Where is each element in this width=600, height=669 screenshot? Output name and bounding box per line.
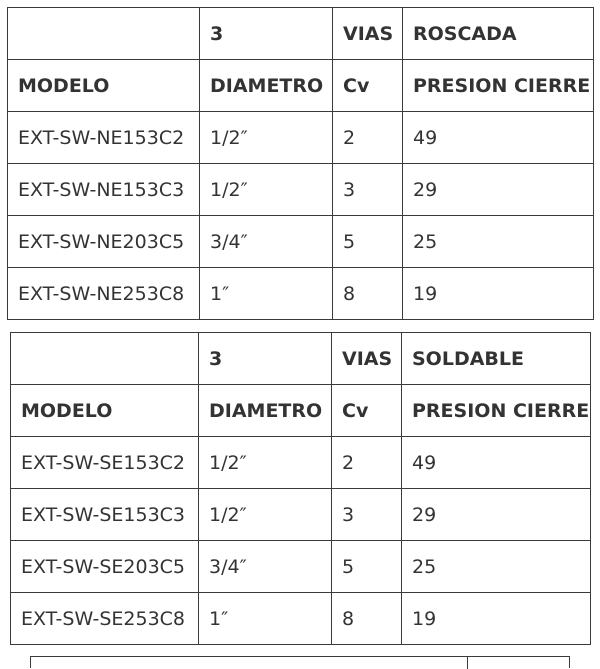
cell-modelo: EXT-SW-NE203C5 bbox=[8, 216, 200, 268]
cell-diametro: 1/2″ bbox=[200, 164, 333, 216]
table-row bbox=[11, 541, 591, 593]
cell-modelo: EXT-SW-SE153C3 bbox=[11, 489, 199, 541]
table-row bbox=[11, 593, 591, 645]
cell-modelo: EXT-SW-NE153C2 bbox=[8, 112, 200, 164]
header-cell-empty bbox=[11, 333, 199, 385]
cell-modelo: EXT-SW-SE253C8 bbox=[11, 593, 199, 645]
cell-modelo: EXT-SW-NE153C3 bbox=[8, 164, 200, 216]
table-soldable bbox=[10, 332, 591, 645]
column-header-diametro: DIAMETRO bbox=[199, 385, 332, 437]
cell-cv: 5 bbox=[333, 216, 403, 268]
cell-modelo: EXT-SW-SE153C2 bbox=[11, 437, 199, 489]
cell-cv: 5 bbox=[332, 541, 402, 593]
column-header-presion-cierre: PRESION CIERRE bbox=[403, 60, 594, 112]
cell-presion-cierre: 25 bbox=[402, 541, 591, 593]
table-row bbox=[8, 216, 594, 268]
cell-modelo: EXT-SW-SE203C5 bbox=[11, 541, 199, 593]
cell-diametro: 3/4″ bbox=[200, 216, 333, 268]
header-row-columns bbox=[8, 60, 594, 112]
table-roscada bbox=[7, 7, 594, 320]
column-header-presion-cierre: PRESION CIERRE bbox=[402, 385, 591, 437]
cell-modelo: EXT-SW-NE253C8 bbox=[8, 268, 200, 320]
cell-diametro: 1/2″ bbox=[199, 437, 332, 489]
cell-cv: 2 bbox=[332, 437, 402, 489]
header-cell-connection-type: SOLDABLE bbox=[402, 333, 591, 385]
cell-presion-cierre: 19 bbox=[402, 593, 591, 645]
header-cell-vias: VIAS bbox=[333, 8, 403, 60]
cell-diametro: 1″ bbox=[199, 593, 332, 645]
cell-presion-cierre: 49 bbox=[403, 112, 594, 164]
cell-presion-cierre: 25 bbox=[403, 216, 594, 268]
next-table-column-divider bbox=[467, 657, 468, 669]
column-header-cv: Cv bbox=[332, 385, 402, 437]
column-header-diametro: DIAMETRO bbox=[200, 60, 333, 112]
header-row-top bbox=[11, 333, 591, 385]
cell-cv: 8 bbox=[332, 593, 402, 645]
next-table-edge bbox=[30, 656, 570, 668]
cell-presion-cierre: 29 bbox=[402, 489, 591, 541]
cell-cv: 8 bbox=[333, 268, 403, 320]
header-cell-vias: VIAS bbox=[332, 333, 402, 385]
table-row bbox=[8, 164, 594, 216]
table-row bbox=[8, 112, 594, 164]
header-cell-connection-type: ROSCADA bbox=[403, 8, 594, 60]
cell-diametro: 1″ bbox=[200, 268, 333, 320]
table-row bbox=[11, 437, 591, 489]
column-header-cv: Cv bbox=[333, 60, 403, 112]
cell-presion-cierre: 29 bbox=[403, 164, 594, 216]
cell-diametro: 3/4″ bbox=[199, 541, 332, 593]
table-row bbox=[11, 489, 591, 541]
header-cell-ways-count: 3 bbox=[199, 333, 332, 385]
cell-cv: 3 bbox=[333, 164, 403, 216]
cell-diametro: 1/2″ bbox=[200, 112, 333, 164]
header-cell-ways-count: 3 bbox=[200, 8, 333, 60]
column-header-modelo: MODELO bbox=[11, 385, 199, 437]
column-header-modelo: MODELO bbox=[8, 60, 200, 112]
header-cell-empty bbox=[8, 8, 200, 60]
cell-presion-cierre: 49 bbox=[402, 437, 591, 489]
table-row bbox=[8, 268, 594, 320]
cell-diametro: 1/2″ bbox=[199, 489, 332, 541]
cell-cv: 3 bbox=[332, 489, 402, 541]
cell-presion-cierre: 19 bbox=[403, 268, 594, 320]
header-row-top bbox=[8, 8, 594, 60]
header-row-columns bbox=[11, 385, 591, 437]
cell-cv: 2 bbox=[333, 112, 403, 164]
